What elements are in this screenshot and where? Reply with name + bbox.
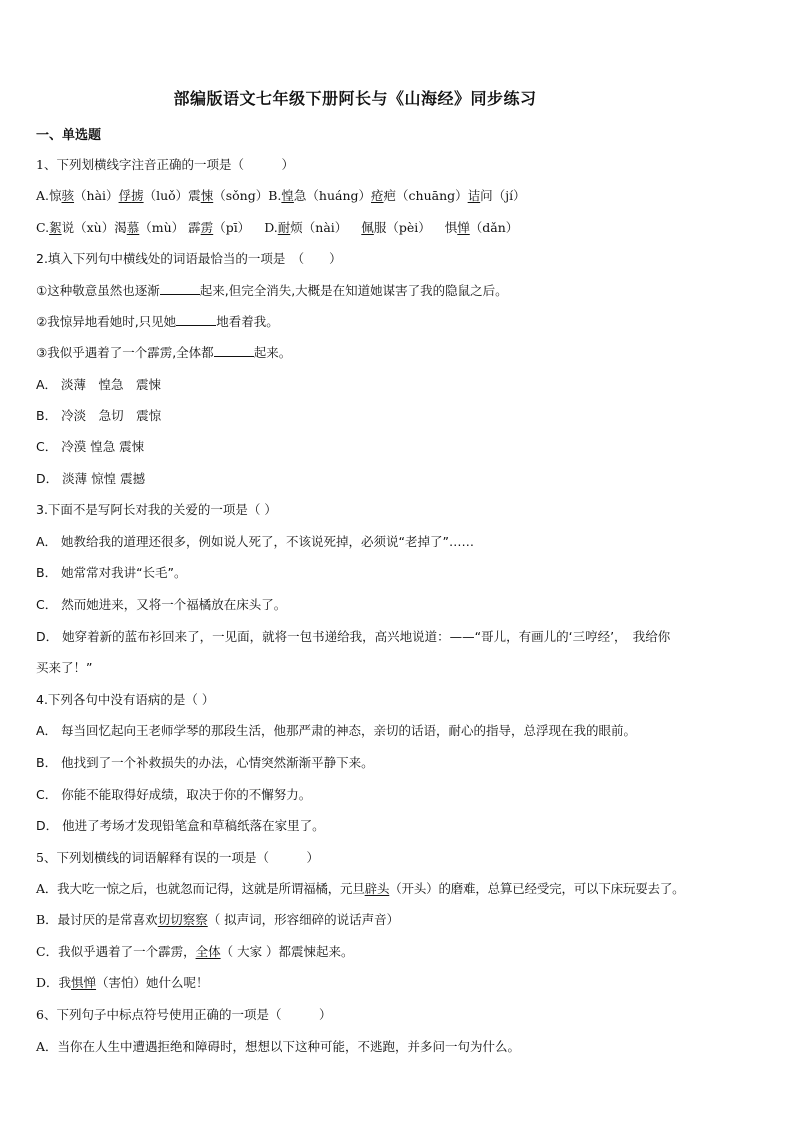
q6-option-a: A．当你在人生中遭遇拒绝和障碍时，想想以下这种可能，不逃跑，并多问一句为什么。 [36,1039,521,1054]
fill-blank [160,282,200,295]
q5-option-c: C．我似乎遇着了一个霹雳，全体（ 大家 ）都震悚起来。 [36,944,354,959]
q3-option-c: C． 然而她进来，又将一个福橘放在床头了。 [36,597,287,612]
q2-option-c: C． 冷漠 惶急 震悚 [36,439,145,454]
q2-sentence-2: ②我惊异地看她时,只见她 地看着我。 [36,314,279,329]
q2-sentence-1: ①这种敬意虽然也逐渐 起来,但完全消失,大概是在知道她谋害了我的隐鼠之后。 [36,283,508,298]
q3-option-a: A． 她教给我的道理还很多，例如说人死了，不该说死掉，必须说“老掉了”…… [36,534,474,549]
q1-b-label: B. [268,188,282,203]
q2-option-a: A． 淡薄 惶急 震悚 [36,377,162,392]
q3-option-d: D． 她穿着新的蓝布衫回来了，一见面，就将一包书递给我，高兴地说道：——“哥儿，有画儿的‘三哼经’， 我给你 [36,629,671,644]
q3-option-d-cont: 买来了！” [36,660,93,675]
q1-c-label: C. [36,220,50,235]
q4-option-d: D． 他进了考场才发现铅笔盒和草稿纸落在家里了。 [36,818,325,833]
section-heading: 一、单选题 [36,128,102,143]
q1-stem: 1、下列划横线字注音正确的一项是（ ） [36,157,294,172]
q4-stem: 4.下列各句中没有语病的是（ ） [36,692,215,707]
q1-d-label: D. [264,220,278,235]
q2-option-d: D． 淡薄 惊惶 震撼 [36,471,146,486]
q5-stem: 5、下列划横线的词语解释有误的一项是（ ） [36,850,319,865]
page-title: 部编版语文七年级下册阿长与《山海经》同步练习 [173,89,537,108]
q2-sentence-3: ③我似乎遇着了一个霹雳,全体都 起来。 [36,345,292,360]
q5-option-a: A．我大吃一惊之后，也就忽而记得，这就是所谓福橘，元旦辟头（开头）的磨难，总算已经受完，可以下床玩耍去了。 [36,881,685,896]
q1-option-ab: A.惊骇（hài）俘掳（luǒ）震悚（sǒng）B.惶急（huáng）疮疤（chuāng）诘问（jí） [36,188,526,203]
fill-blank [214,344,254,357]
q5-option-d: D．我惧惮（害怕）她什么呢！ [36,975,209,990]
q4-option-c: C． 你能不能取得好成绩，取决于你的不懈努力。 [36,787,312,802]
q1-a-label: A. [36,188,50,203]
fill-blank [176,313,216,326]
q5-option-b: B．最讨厌的是常喜欢切切察察（ 拟声词，形容细碎的说话声音） [36,912,400,927]
q3-option-b: B． 她常常对我讲“长毛”。 [36,565,187,580]
q6-stem: 6、下列句子中标点符号使用正确的一项是（ ） [36,1007,332,1022]
q2-stem: 2.填入下列句中横线处的词语最恰当的一项是 （ ） [36,251,342,266]
q3-stem: 3.下面不是写阿长对我的关爱的一项是（ ） [36,502,277,517]
q1-option-cd: C.絮说（xù）渴慕（mù） 霹雳（pī） D.耐烦（nài） 佩服（pèi） 惧惮（dǎn） [36,220,519,235]
q4-option-b: B． 他找到了一个补救损失的办法，心情突然渐渐平静下来。 [36,755,374,770]
q4-option-a: A． 每当回忆起向王老师学琴的那段生活，他那严肃的神态，亲切的话语，耐心的指导，总浮现在我的眼前。 [36,723,637,738]
q2-option-b: B． 冷淡 急切 震惊 [36,408,162,423]
